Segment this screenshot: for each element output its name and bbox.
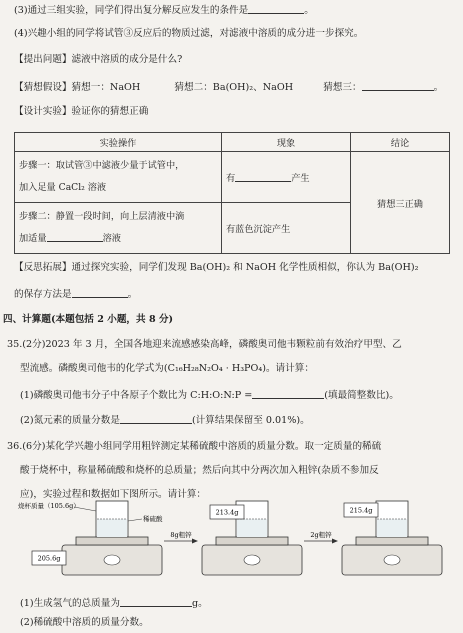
q4-line: (4)兴趣小组的同学将试管③反应后的物质过滤，对滤液中溶质的成分进一步探究。 [14, 28, 364, 39]
table-row2-phenomenon: 有蓝色沉淀产生 [222, 203, 351, 254]
q35-blank2[interactable] [120, 413, 192, 424]
q35-line1: 35.(2分)2023 年 3 月，全国各地迎来流感感染高峰，磷酸奥司他韦颗粒前有效治疗甲型、乙 [7, 339, 402, 350]
experiment-table [14, 132, 450, 254]
reflect-line2: 的保存方法是 。 [14, 289, 138, 300]
beaker-mass-label: 烧杯质量（105.6g） [18, 502, 80, 510]
section-4-heading: 四、计算题(本题包括 2 小题，共 8 分) [3, 314, 174, 325]
scale-1 [62, 501, 162, 575]
table-row1-op: 步骤一：取试管③中滤液少量于试管中， 加入足量 CaCl₂ 溶液 [15, 152, 222, 203]
arrow-head-2 [332, 539, 338, 544]
design-line: 【设计实验】验证你的猜想正确 [14, 106, 149, 117]
row1-blank[interactable] [235, 171, 291, 182]
q36-sub1: (1)生成氢气的总质量为 g。 [20, 598, 208, 609]
q35-line2: 型流感。磷酸奥司他韦的化学式为(C₁₆H₂₈N₂O₄ · H₃PO₄)。请计算： [20, 363, 314, 374]
guess-line: 【猜想假设】猜想一：NaOH 猜想二：Ba(OH)₂、NaOH 猜想三： 。 [14, 82, 444, 93]
reflect-line1: 【反思拓展】通过探究实验，同学们发现 Ba(OH)₂ 和 NaOH 化学性质相似，你认为 Ba(OH)₂ [14, 262, 419, 273]
arrow-2-label: 2g粗锌 [310, 531, 332, 539]
q35-sub1: (1)磷酸奥司他韦分子中各原子个数比为 C:H:O:N:P = (填最简整数比)。 [20, 390, 399, 401]
guess3-blank[interactable] [362, 80, 434, 91]
q3-line: (3)通过三组实验，同学们得出复分解反应发生的条件是 。 [14, 5, 314, 16]
acid-label: 稀硫酸 [143, 515, 163, 523]
q36-blank1[interactable] [120, 596, 192, 607]
q36-line1: 36.(6分)某化学兴趣小组同学用粗锌测定某稀硫酸中溶质的质量分数。取一定质量的稀硫 [7, 441, 382, 452]
q36-line3: 应)，实验过程和数据如下图所示。请计算： [20, 489, 207, 500]
table-row1-phenomenon: 有 产生 [222, 152, 351, 203]
q35-sub2: (2)氮元素的质量分数是 (计算结果保留至 0.01%)。 [20, 415, 310, 426]
question-line: 【提出问题】滤液中溶质的成分是什么? [14, 54, 183, 65]
row2-blank[interactable] [47, 231, 103, 242]
reflect-blank[interactable] [72, 287, 128, 298]
arrow-1-label: 8g粗锌 [170, 531, 192, 539]
table-conclusion: 猜想三正确 [351, 152, 450, 254]
reading-1: 205.6g [37, 554, 61, 563]
q36-line2: 酸于烧杯中，称量稀硫酸和烧杯的总质量；然后向其中分两次加入粗锌(杂质不参加反 [20, 465, 379, 476]
q3-blank[interactable] [248, 3, 304, 14]
arrow-head-1 [192, 539, 198, 544]
table-header-conclusion: 结论 [351, 133, 450, 152]
table-row2-op: 步骤二：静置一段时间，向上层清液中滴 加适量 溶液 [15, 203, 222, 254]
experiment-figure [14, 497, 450, 587]
table-header-phenomenon: 现象 [222, 133, 351, 152]
table-header-op: 实验操作 [15, 133, 222, 152]
reading-2: 213.4g [215, 508, 239, 517]
reading-3: 215.4g [349, 506, 373, 515]
q36-sub2: (2)稀硫酸中溶质的质量分数。 [20, 617, 149, 628]
q35-blank1[interactable] [252, 388, 324, 399]
